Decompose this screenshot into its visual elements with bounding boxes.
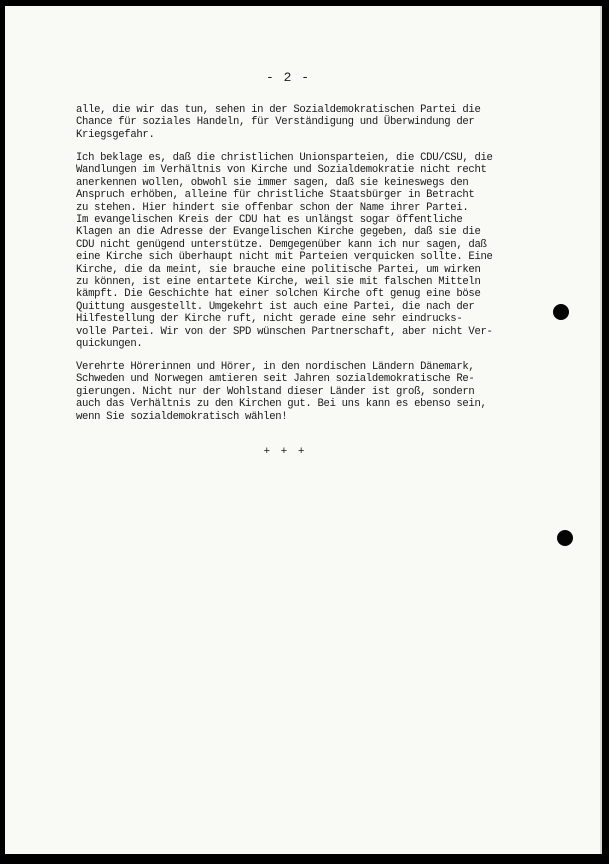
page-number: - 2 - <box>265 70 310 85</box>
punch-hole-top <box>553 304 569 320</box>
end-mark: + + + <box>263 446 307 458</box>
page-edge <box>600 6 602 854</box>
paragraph-3: Verehrte Hörerinnen und Hörer, in den nordischen Ländern Dänemark, Schweden und Norwegen amtieren seit Jahren sozialdemokratische Re- gierungen. Nicht nur der Wohlstand dieser Länder ist groß, sondern auch das Verhältnis zu den Kirchen gut. Bei uns kann es ebenso sein, wenn Sie sozialdemokratisch wählen! <box>76 361 487 423</box>
punch-hole-bottom <box>557 530 573 546</box>
paragraph-2: Ich beklage es, daß die christlichen Unionsparteien, die CDU/CSU, die Wandlungen im Verhältnis von Kirche und Sozialdemokratie nicht recht anerkennen wollen, obwohl sie immer sagen, daß sie keineswegs den Anspruch erhöben, alleine für christliche Staatsbürger in Betracht zu stehen. Hier hindert sie offenbar schon der Name ihrer Partei. Im evangelischen Kreis der CDU hat es unlängst sogar öffentliche Klagen an die Adresse der Evangelischen Kirche gegeben, daß sie die CDU nicht genügend unterstütze. Demgegenüber kann ich nur sagen, daß eine Kirche sich überhaupt nicht mit Parteien verquicken sollte. Eine Kirche, die da meint, sie brauche eine politische Partei, um wirken zu können, ist eine entartete Kirche, weil sie mit falschen Mitteln kämpft. Die Geschichte hat einer solchen Kirche oft genug eine böse Quittung ausgestellt. Umgekehrt ist auch eine Partei, die nach der Hilfestellung der Kirche ruft, nicht gerade eine sehr eindrucks- volle Partei. Wir von der SPD wünschen Partnerschaft, aber nicht Ver- quickungen. <box>76 152 493 351</box>
document-page <box>5 6 602 854</box>
paragraph-1: alle, die wir das tun, sehen in der Sozialdemokratischen Partei die Chance für soziales Handeln, für Verständigung und Überwindung der Kriegsgefahr. <box>76 104 481 141</box>
